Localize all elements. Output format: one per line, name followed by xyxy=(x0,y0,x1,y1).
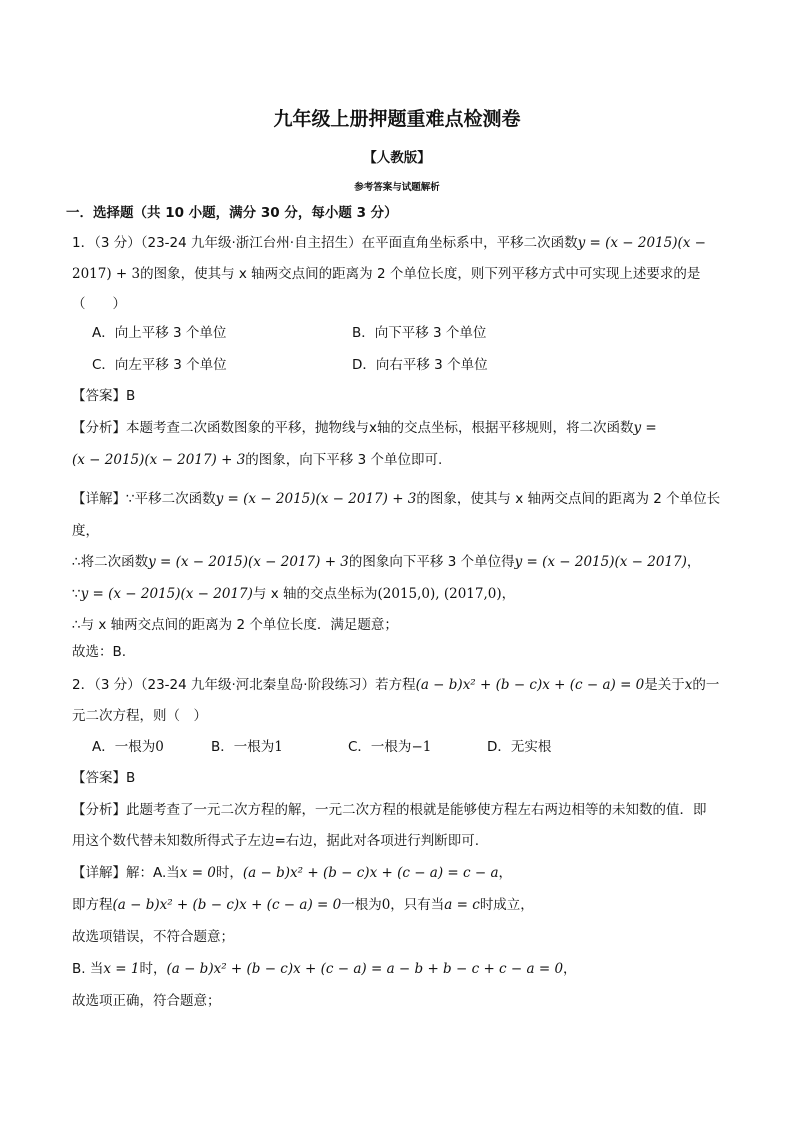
q2-detail-expr5: a = c xyxy=(444,897,480,913)
q2-option-d: D．无实根 xyxy=(487,739,552,755)
q2-detail-text6: ，只有当 xyxy=(390,897,445,913)
q1-detail-expr5: (2015,0), (2017,0) xyxy=(377,586,502,602)
q2-option-a xyxy=(92,737,164,757)
q2-analysis-line1: 【分析】此题考查了一元二次方程的解，一元二次方程的根就是能够使方程左右两边相等的未知数的值．即 xyxy=(72,802,707,818)
q2-option-c-label: C．一根为 xyxy=(348,739,412,755)
page-title: 九年级上册押题重难点检测卷 xyxy=(273,108,521,130)
q1-option-d: D．向右平移 3 个单位 xyxy=(352,357,488,373)
q2-detail-text2: 时， xyxy=(215,865,243,881)
q2-detail-expr3: (a − b)x² + (b − c)x + (c − a) = 0 xyxy=(112,897,342,913)
q1-answer: 【答案】B xyxy=(72,388,136,404)
q1-meta: （3 分）（23-24 九年级·浙江台州·自主招生）在平面直角坐标系中，平移二次函数 xyxy=(94,235,578,251)
q2-detail-text8: B. 当 xyxy=(72,961,104,977)
q1-detail-line1 xyxy=(72,489,720,509)
q1-detail-text1: 【详解】∵平移二次函数 xyxy=(72,491,216,507)
q2-analysis-line2: 用这个数代替未知数所得式子左边=右边，据此对各项进行判断即可. xyxy=(72,833,480,849)
q2-option-b-label: B．一根为 xyxy=(211,739,275,755)
q1-analysis-expr-b: (x − 2015)(x − 2017) + 3 xyxy=(72,452,246,468)
q2-option-c xyxy=(348,737,431,757)
q2-detail-expr2: (a − b)x² + (b − c)x + (c − a) = c − a xyxy=(242,865,499,881)
q1-analysis-expr-a: y = xyxy=(633,420,657,436)
page-subtitle: 参考答案与试题解析 xyxy=(354,182,440,193)
q2-expr: (a − b)x² + (b − c)x + (c − a) = 0 xyxy=(415,677,645,693)
q2-detail-line5: 故选项正确，符合题意； xyxy=(72,993,221,1009)
q2-detail-expr6: x = 1 xyxy=(103,961,140,977)
q1-detail-text6: ∵ xyxy=(72,586,81,602)
q2-meta2: 是关于 xyxy=(644,677,685,693)
q1-stem-line1 xyxy=(72,233,706,253)
q2-detail-text4: 即方程 xyxy=(72,897,113,913)
q1-detail-expr1: y = (x − 2015)(x − 2017) + 3 xyxy=(215,491,417,507)
q1-analysis-text: 【分析】本题考查二次函数图象的平移，抛物线与x轴的交点坐标，根据平移规则，将二次函数 xyxy=(72,420,634,436)
q1-detail-expr3: y = (x − 2015)(x − 2017) xyxy=(514,554,687,570)
q2-detail-expr1: x = 0 xyxy=(179,865,216,881)
q1-detail-line3 xyxy=(72,552,700,572)
q1-option-c: C．向左平移 3 个单位 xyxy=(92,357,227,373)
q1-detail-line5: ∴与 x 轴两交点间的距离为 2 个单位长度．满足题意； xyxy=(72,617,398,633)
q2-option-c-value: −1 xyxy=(411,739,432,755)
q2-number: 2． xyxy=(72,677,95,693)
q2-option-a-value: 0 xyxy=(155,739,164,755)
q1-detail-text4: 的图象向下平移 3 个单位得 xyxy=(348,554,515,570)
q1-analysis-text2: 的图象，向下平移 3 个单位即可. xyxy=(245,452,443,468)
q2-meta3: 的一 xyxy=(692,677,720,693)
q2-option-b-value: 1 xyxy=(274,739,283,755)
q1-analysis-line1 xyxy=(72,418,657,438)
q1-option-b: B．向下平移 3 个单位 xyxy=(352,325,487,341)
q2-answer: 【答案】B xyxy=(72,770,136,786)
q2-var-x: x xyxy=(684,677,693,693)
q2-detail-text7: 时成立， xyxy=(479,897,534,913)
q1-stem-line2 xyxy=(72,264,700,284)
q1-detail-text8: ， xyxy=(501,586,516,602)
q1-detail-text2: 的图象，使其与 x 轴两交点间的距离为 2 个单位长 xyxy=(416,491,721,507)
q1-detail-text3: ∴将二次函数 xyxy=(72,554,149,570)
q2-option-a-label: A．一根为 xyxy=(92,739,156,755)
q2-detail-line3: 故选项错误，不符合题意； xyxy=(72,929,234,945)
q2-detail-expr7: (a − b)x² + (b − c)x + (c − a) = a − b + b − c + c − a = 0 xyxy=(166,961,564,977)
q1-detail-text7: 与 x 轴的交点坐标为 xyxy=(252,586,378,602)
q1-detail-line4 xyxy=(72,584,515,604)
q1-expr-b: 2017) + 3 xyxy=(72,266,141,282)
q1-detail-line6: 故选：B. xyxy=(72,644,127,660)
edition-label: 【人教版】 xyxy=(363,150,431,166)
q2-detail-text9: 时， xyxy=(139,961,167,977)
q2-detail-text3: ， xyxy=(498,865,513,881)
q2-stem-line1 xyxy=(72,675,719,695)
q1-number: 1． xyxy=(72,235,95,251)
q2-meta: （3 分）（23-24 九年级·河北秦皇岛·阶段练习）若方程 xyxy=(94,677,416,693)
q1-analysis-line2 xyxy=(72,450,442,470)
q1-paren: （ ） xyxy=(72,296,126,312)
q1-expr-a: y = (x − 2015)(x − xyxy=(577,235,706,251)
q2-detail-expr4: 0 xyxy=(381,897,391,913)
section-heading: 一．选择题（共 10 小题，满分 30 分，每小题 3 分） xyxy=(66,205,398,221)
q1-detail-expr4: y = (x − 2015)(x − 2017) xyxy=(80,586,253,602)
q2-detail-line4 xyxy=(72,959,577,979)
q1-detail-line2: 度， xyxy=(72,523,99,539)
q2-stem-line2: 元二次方程，则（ ） xyxy=(72,708,207,724)
q1-stem-text: 的图象，使其与 x 轴两交点间的距离为 2 个单位长度，则下列平移方式中可实现上述要求的是 xyxy=(140,266,701,282)
q2-detail-line1 xyxy=(72,863,512,883)
q2-detail-text1: 【详解】解：A.当 xyxy=(72,865,180,881)
q1-detail-text5: ， xyxy=(686,554,701,570)
q1-option-a: A．向上平移 3 个单位 xyxy=(92,325,227,341)
q1-detail-expr2: y = (x − 2015)(x − 2017) + 3 xyxy=(148,554,349,570)
q2-detail-text10: ， xyxy=(563,961,577,977)
q2-option-b xyxy=(211,737,283,757)
q2-detail-text5: 一根为 xyxy=(341,897,382,913)
q2-detail-line2 xyxy=(72,895,534,915)
